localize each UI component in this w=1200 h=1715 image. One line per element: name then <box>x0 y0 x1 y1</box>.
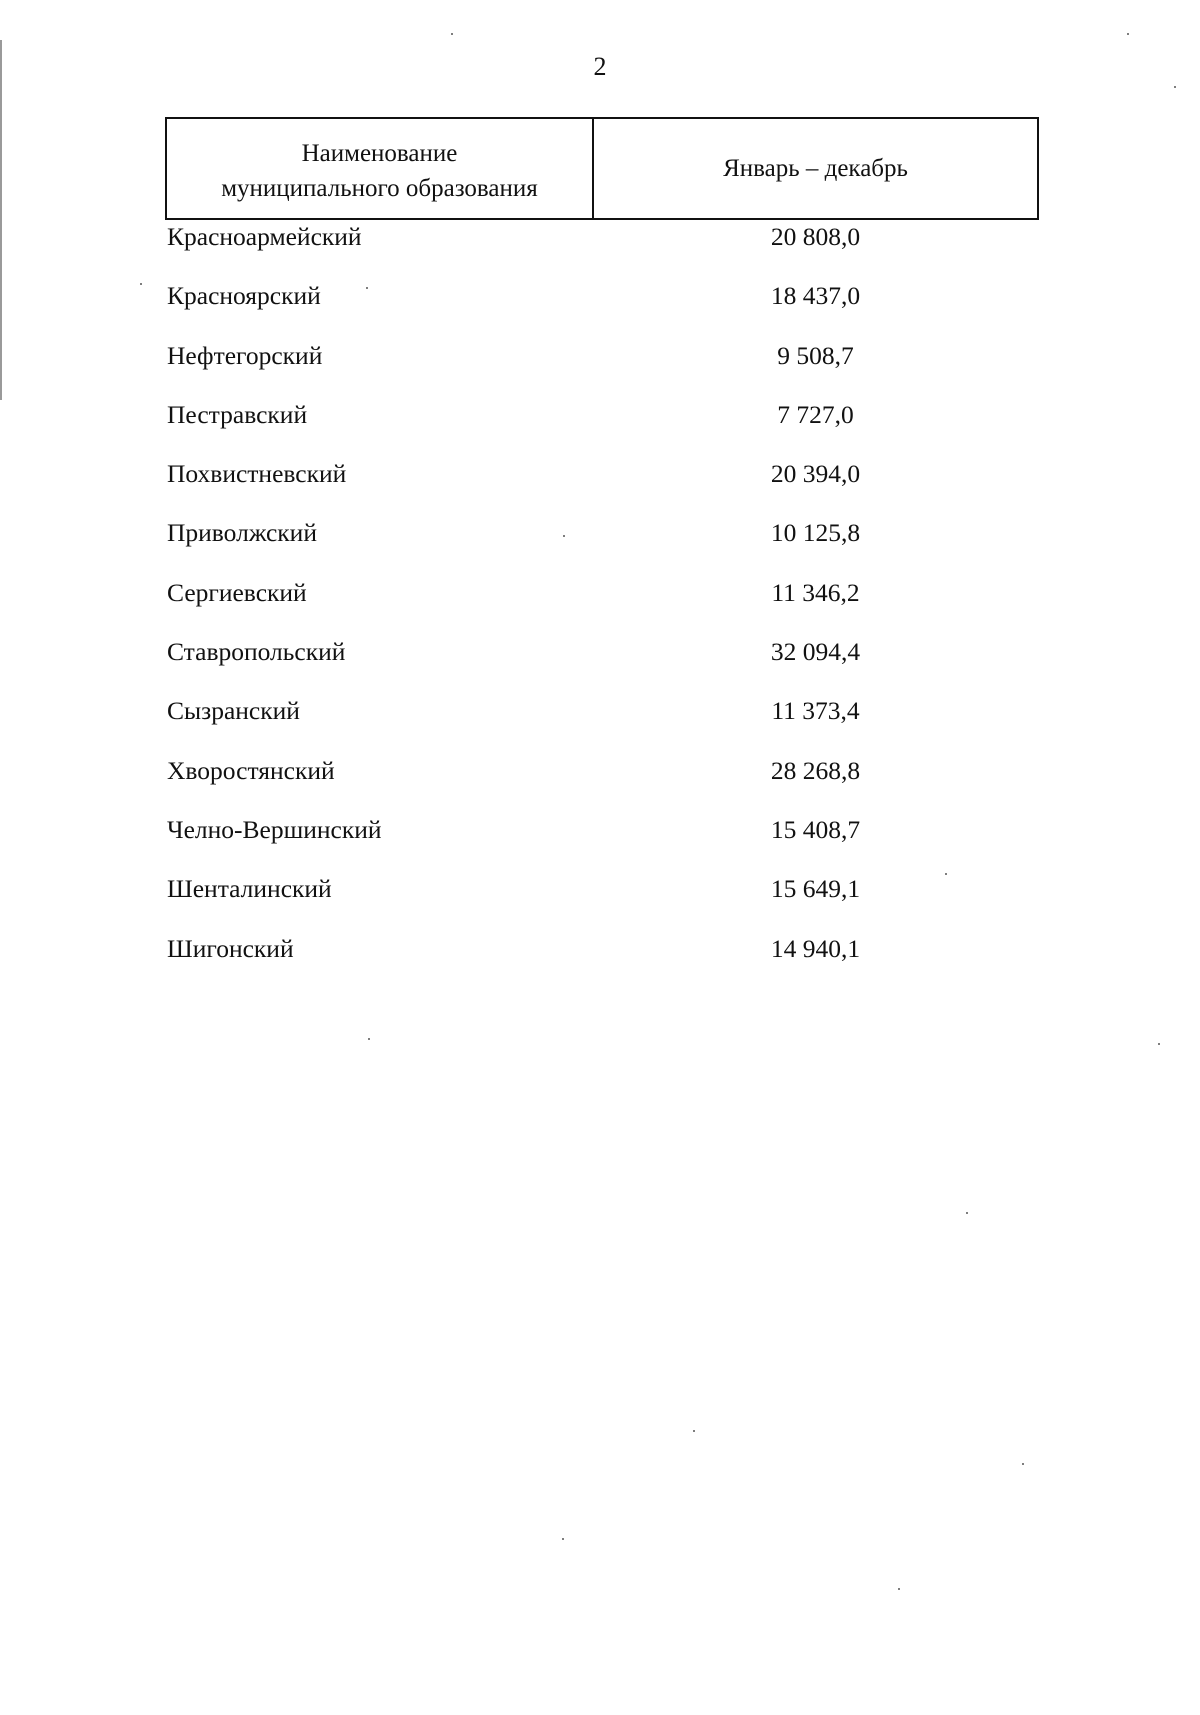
period-value: 11 346,2 <box>771 577 860 607</box>
municipality-name: Пестравский <box>167 399 308 429</box>
table-row <box>167 813 1037 872</box>
municipality-name: Сызранский <box>167 696 300 726</box>
period-value: 20 394,0 <box>770 459 861 489</box>
municipality-name: Шигонский <box>167 933 294 963</box>
scan-speck <box>1127 33 1129 35</box>
period-value: 15 649,1 <box>770 874 861 904</box>
table-row <box>167 220 1037 279</box>
scan-speck <box>693 1430 695 1432</box>
table-row <box>167 694 1037 753</box>
period-value: 9 508,7 <box>777 340 854 370</box>
municipality-name: Похвистневский <box>167 459 347 489</box>
table-row <box>167 635 1037 694</box>
municipality-name: Хворостянский <box>167 755 335 785</box>
page-number: 2 <box>593 52 607 81</box>
period-value: 11 373,4 <box>771 696 860 726</box>
table-row <box>167 279 1037 338</box>
column-header-municipality <box>167 119 594 218</box>
scan-speck <box>563 535 565 537</box>
scan-speck <box>1158 1043 1160 1045</box>
column-header-municipality-line2: муниципального образования <box>221 174 538 202</box>
scan-speck <box>1022 1463 1024 1465</box>
scan-edge-mark <box>0 40 2 400</box>
period-value: 10 125,8 <box>770 518 861 548</box>
municipality-name: Красноармейский <box>167 222 362 251</box>
scan-speck <box>1174 86 1176 88</box>
scan-speck <box>366 287 368 289</box>
table-row <box>167 398 1037 457</box>
period-value: 28 268,8 <box>770 755 861 785</box>
table-row <box>167 339 1037 398</box>
municipality-name: Приволжский <box>167 518 317 548</box>
municipality-name: Сергиевский <box>167 577 307 607</box>
municipality-name: Челно-Вершинский <box>167 814 382 844</box>
scan-speck <box>140 283 142 285</box>
municipality-name: Нефтегорский <box>167 340 323 370</box>
scan-speck <box>562 1538 564 1540</box>
table-row <box>167 516 1037 575</box>
table-row <box>167 872 1037 931</box>
scan-speck <box>966 1212 968 1214</box>
period-value: 18 437,0 <box>770 281 861 311</box>
column-header-period: Январь – декабрь <box>723 154 908 182</box>
scan-speck <box>451 33 453 35</box>
column-header-municipality-line1: Наименование <box>301 139 458 167</box>
period-value: 14 940,1 <box>770 933 861 963</box>
table-header <box>165 117 1039 220</box>
table-body <box>167 220 1037 991</box>
scan-speck <box>368 1038 370 1040</box>
municipality-name: Красноярский <box>167 281 321 311</box>
municipality-name: Ставропольский <box>167 637 346 667</box>
table-row <box>167 576 1037 635</box>
period-value: 15 408,7 <box>770 814 861 844</box>
scan-speck <box>898 1588 900 1590</box>
period-value: 7 727,0 <box>777 399 854 429</box>
municipality-name: Шенталинский <box>167 874 332 904</box>
period-value: 20 808,0 <box>770 222 861 251</box>
scan-speck <box>945 873 947 875</box>
period-value: 32 094,4 <box>770 637 861 667</box>
table-row <box>167 932 1037 991</box>
table-row <box>167 754 1037 813</box>
table-row <box>167 457 1037 516</box>
